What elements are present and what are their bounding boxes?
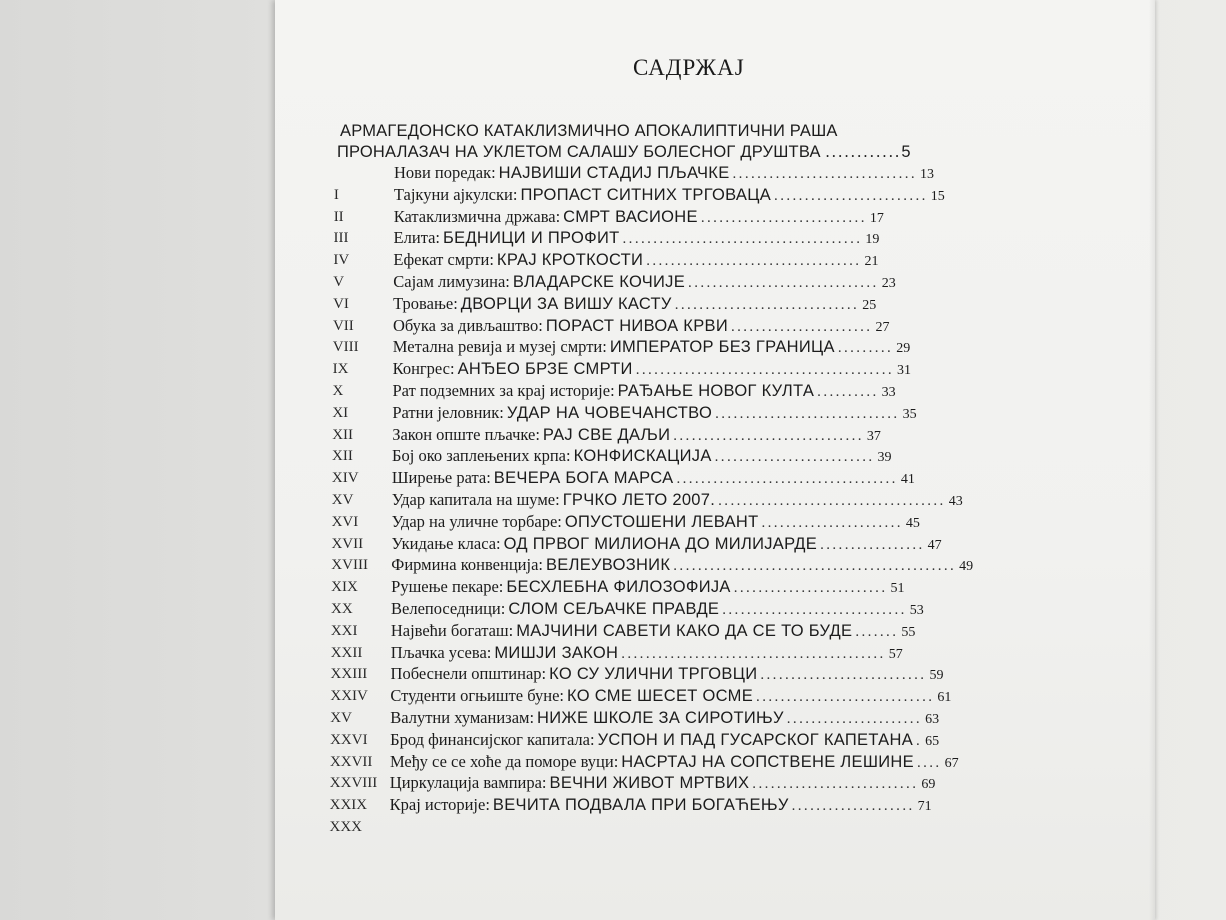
entry-subtitle: Тровање: — [393, 293, 458, 313]
entry-title — [394, 228, 880, 248]
toc-entry — [331, 643, 1071, 665]
entry-heading: УСПОН И ПАД ГУСАРСКОГ КАПЕТАНА — [597, 730, 914, 749]
toc-entry — [330, 817, 1070, 839]
chapter-number: XIX — [331, 579, 358, 596]
entry-title — [392, 512, 920, 532]
chapter-number: XVIII — [331, 557, 368, 574]
dot-leader: .......................... — [714, 449, 875, 466]
entry-heading: МАЈЧИНИ САВЕТИ КАКО ДА СЕ ТО БУДЕ — [516, 621, 853, 640]
entry-heading: УДАР НА ЧОВЕЧАНСТВО — [506, 403, 713, 422]
entry-title — [393, 359, 911, 379]
toc-entry — [333, 381, 1073, 403]
entry-title — [392, 490, 963, 510]
page-number: 49 — [959, 559, 974, 575]
toc-entry — [330, 795, 1070, 817]
dot-leader: ......................... — [774, 187, 928, 204]
page-number: 67 — [944, 755, 959, 771]
entry-title — [391, 577, 904, 597]
chapter-number: XX — [331, 601, 353, 617]
chapter-number: II — [333, 208, 344, 225]
chapter-number: XXIII — [330, 666, 368, 683]
chapter-number: XVI — [331, 513, 359, 530]
page-number: 23 — [881, 276, 896, 291]
page-number: 63 — [925, 712, 940, 727]
dot-leader: ........................................... — [621, 645, 886, 662]
chapter-number: XXVIII — [329, 775, 378, 792]
dot-leader: ............................... — [673, 427, 864, 444]
chapter-number: XXIV — [330, 688, 368, 705]
entry-title — [394, 207, 884, 227]
toc-entry — [331, 599, 1071, 621]
entry-subtitle: Рат подземних за крај историје: — [392, 381, 615, 400]
entry-heading: ОПУСТОШЕНИ ЛЕВАНТ — [564, 512, 759, 531]
chapter-number: XII — [332, 426, 354, 443]
page-number: 65 — [925, 733, 940, 749]
entry-heading: АНЂЕО БРЗЕ СМРТИ — [457, 360, 633, 379]
page-number: 21 — [864, 254, 879, 270]
entry-subtitle: Елита: — [393, 228, 441, 248]
entry-subtitle: Конгрес: — [392, 359, 455, 379]
entry-heading: РАЈ СВЕ ДАЉИ — [542, 425, 671, 444]
entry-title — [393, 272, 895, 292]
chapter-number: IV — [333, 252, 350, 269]
chapter-number: XXII — [330, 644, 363, 661]
chapter-number: IX — [332, 361, 349, 378]
chapter-number: III — [333, 230, 349, 247]
entry-title — [391, 664, 944, 684]
entry-subtitle: Удар капитала на шуме: — [391, 490, 560, 509]
page-number: 59 — [929, 668, 944, 684]
page-number: 37 — [866, 428, 881, 444]
chapter-number: XXI — [330, 622, 358, 639]
page-number: 29 — [896, 341, 911, 357]
toc-entry — [333, 337, 1073, 359]
entry-subtitle: Ефекат смрти: — [393, 250, 494, 270]
entry-subtitle: Побеснели општинар: — [390, 664, 547, 684]
page-number: 35 — [902, 406, 917, 422]
toc-entry — [333, 272, 1073, 294]
entry-title — [390, 773, 936, 793]
page-title: САДРЖАЈ — [633, 55, 745, 80]
chapter-number: XXVI — [330, 731, 368, 748]
dot-leader: .............................. — [722, 602, 907, 618]
entry-heading: ИМПЕРАТОР БЕЗ ГРАНИЦА — [609, 338, 835, 357]
toc-entry — [331, 555, 1071, 577]
entry-title — [392, 446, 892, 466]
toc-entry — [332, 468, 1072, 490]
page-number: 43 — [948, 494, 963, 509]
entry-heading: ВЕЧНИ ЖИВОТ МРТВИХ — [549, 774, 750, 793]
dot-leader: ........................... — [752, 776, 919, 793]
toc-entry — [331, 577, 1071, 599]
chapter-number: V — [333, 274, 345, 290]
toc-entry — [330, 686, 1070, 708]
toc-entry — [330, 752, 1070, 774]
toc-entry — [332, 490, 1072, 512]
page-number: 53 — [909, 603, 924, 618]
dot-leader: .............................. — [732, 166, 918, 182]
dot-leader: ............................... — [688, 275, 879, 291]
entry-heading: КОНФИСКАЦИЈА — [573, 447, 712, 466]
toc-entry — [334, 185, 1074, 207]
dot-leader: .................... — [791, 798, 915, 815]
dot-leader: ......... — [837, 340, 894, 357]
entry-title — [394, 163, 934, 183]
entry-heading: КРАЈ КРОТКОСТИ — [496, 251, 644, 270]
entry-subtitle: Укидање класа: — [391, 533, 501, 553]
entry-heading: ВЕЧЕРА БОГА МАРСА — [493, 469, 674, 488]
entry-subtitle: Студенти огњиште буне: — [390, 686, 564, 706]
entry-title — [393, 294, 876, 314]
entry-heading: ГРЧКО ЛЕТО 2007. — [562, 491, 716, 509]
intro-text: ПРОНАЛАЗАЧ НА УКЛЕТОМ САЛАШУ БОЛЕСНОГ ДРУШТВА — [337, 143, 821, 161]
entry-heading: ВЕЧИТА ПОДВАЛА ПРИ БОГАЋЕЊУ — [492, 796, 789, 815]
entry-subtitle: Катаклизмична држава: — [393, 206, 561, 226]
intro-text: АРМАГЕДОНСКО КАТАКЛИЗМИЧНО АПОКАЛИПТИЧНИ РАША — [340, 122, 838, 140]
entry-subtitle: Брод финансијског капитала: — [390, 729, 595, 749]
entry-subtitle: Рушење пекаре: — [391, 577, 504, 597]
dot-leader: .......... — [817, 384, 879, 400]
page-number: 51 — [890, 581, 905, 597]
page-number: 31 — [897, 363, 912, 379]
entry-heading: ПОРАСТ НИВОА КРВИ — [545, 316, 728, 335]
chapter-number: XXIX — [329, 797, 368, 814]
entry-subtitle: Велепоседници: — [391, 599, 506, 618]
entry-subtitle: Крај историје: — [389, 795, 490, 815]
entry-heading: НАЈВИШИ СТАДИЈ ПЉАЧКЕ — [498, 164, 730, 182]
toc-entry — [334, 228, 1074, 250]
entry-title — [394, 185, 945, 205]
chapter-number: XVII — [331, 535, 364, 552]
dot-leader: .... — [916, 754, 942, 771]
entry-subtitle: Нови поредак: — [394, 163, 496, 182]
entry-title — [391, 599, 924, 619]
entry-subtitle: Ширење рата: — [391, 468, 491, 488]
entry-subtitle: Закон опште пљачке: — [392, 424, 540, 444]
page-number: 5 — [901, 143, 911, 161]
entry-subtitle: Валутни хуманизам: — [390, 708, 535, 727]
page-number: 47 — [927, 537, 942, 553]
dot-leader: ...................... — [786, 711, 923, 727]
entry-heading: БЕДНИЦИ И ПРОФИТ — [443, 229, 620, 248]
page-number: 25 — [862, 297, 877, 313]
chapter-number: XXX — [329, 819, 362, 835]
entry-title — [390, 752, 959, 772]
dot-leader: .................................... — [676, 471, 898, 488]
page-number: 69 — [921, 777, 936, 793]
entry-subtitle: Пљачка усева: — [390, 642, 492, 662]
chapter-number: VII — [332, 317, 354, 334]
book-page — [275, 0, 1155, 920]
entry-title — [393, 316, 890, 336]
entry-title — [393, 337, 910, 357]
chapter-number: VI — [333, 295, 349, 312]
dot-leader: ........................... — [760, 667, 927, 684]
entry-heading: СЛОМ СЕЉАЧКЕ ПРАВДЕ — [508, 600, 720, 618]
dot-leader: ....................................... — [622, 231, 863, 248]
page-number: 33 — [881, 385, 896, 400]
entry-heading: БЕСХЛЕБНА ФИЛОЗОФИЈА — [506, 578, 731, 597]
page-number: 45 — [905, 515, 920, 531]
entry-subtitle: Метална ревија и музеј смрти: — [392, 337, 607, 357]
toc-entry — [331, 664, 1071, 686]
entry-title — [391, 621, 916, 641]
toc-entry — [332, 512, 1072, 534]
entry-heading: НИЖЕ ШКОЛЕ ЗА СИРОТИЊУ — [537, 709, 784, 727]
toc-entry — [334, 207, 1074, 229]
dot-leader: . — [916, 732, 923, 749]
chapter-number: XV — [331, 492, 354, 508]
entry-heading: МИШЈИ ЗАКОН — [494, 643, 619, 662]
entry-title — [391, 534, 941, 554]
entry-heading: ОД ПРВОГ МИЛИОНА ДО МИЛИЈАРДЕ — [503, 534, 818, 553]
entry-heading: СМРТ ВАСИОНЕ — [563, 207, 698, 226]
entry-title — [390, 730, 939, 750]
entry-title — [393, 381, 896, 401]
chapter-number: XI — [332, 404, 349, 421]
page-number: 19 — [865, 232, 880, 248]
page-number: 13 — [920, 167, 935, 182]
entry-heading: ВЛАДАРСКЕ КОЧИЈЕ — [512, 273, 686, 291]
entry-subtitle: Удар на уличне торбаре: — [391, 511, 562, 531]
entry-title — [392, 403, 916, 423]
dot-leader: ............................. — [756, 689, 935, 706]
toc-entry — [330, 773, 1070, 795]
entry-heading: ПРОПАСТ СИТНИХ ТРГОВАЦА — [520, 185, 772, 204]
entry-heading: НАСРТАЈ НА СОПСТВЕНЕ ЛЕШИНЕ — [621, 752, 914, 771]
toc-entry — [333, 359, 1073, 381]
dot-leader: ........................... — [700, 209, 867, 226]
dot-leader: ................................... — [646, 253, 862, 270]
entry-heading: ВЕЛЕУВОЗНИК — [545, 556, 671, 575]
entry-title — [390, 708, 939, 728]
chapter-number: VIII — [332, 339, 359, 356]
toc-entry — [333, 294, 1073, 316]
entry-title — [391, 555, 973, 575]
dot-leader: .............................. — [674, 296, 860, 313]
dot-leader: ....................... — [730, 318, 873, 335]
entry-heading: РАЂАЊЕ НОВОГ КУЛТА — [617, 382, 815, 400]
page-number: 61 — [937, 690, 952, 706]
page-number: 71 — [917, 799, 932, 815]
entry-title — [392, 425, 881, 445]
dot-leader: .......................................... — [635, 362, 895, 379]
intro-line-2 — [337, 142, 911, 162]
dot-leader: ..................................... — [718, 493, 946, 509]
dot-leader: ................. — [820, 536, 925, 553]
chapter-number: XIV — [331, 470, 359, 487]
chapter-number: XII — [332, 448, 353, 465]
toc-entry — [332, 425, 1072, 447]
entry-title — [392, 468, 915, 488]
entry-subtitle: Обука за дивљаштво: — [392, 315, 543, 335]
toc-entry — [333, 316, 1073, 338]
entry-subtitle: Ратни јеловник: — [392, 402, 504, 422]
entry-heading: КО СМЕ ШЕСЕТ ОСМЕ — [567, 687, 754, 706]
toc-entry — [333, 250, 1073, 272]
page-number: 27 — [875, 319, 890, 335]
entry-subtitle: Циркулација вампира: — [389, 773, 547, 793]
toc-entry — [330, 730, 1070, 752]
chapter-number: XV — [330, 710, 352, 726]
entry-title — [391, 643, 903, 663]
dot-leader: ....................... — [761, 514, 903, 531]
entry-heading: КО СУ УЛИЧНИ ТРГОВЦИ — [549, 665, 758, 684]
dot-leader: .............................. — [715, 405, 900, 422]
toc-entry — [334, 163, 1074, 185]
page-number: 41 — [900, 472, 915, 488]
page-number: 57 — [888, 646, 903, 662]
entry-subtitle: Међу се се хоће да поморе вуци: — [389, 751, 619, 771]
entry-title — [393, 250, 878, 270]
entry-title — [390, 795, 932, 815]
chapter-number: XXVII — [329, 753, 373, 770]
entry-subtitle: Фирмина конвенција: — [391, 555, 543, 575]
toc-entry — [331, 534, 1071, 556]
chapter-number: I — [333, 186, 339, 203]
entry-subtitle: Највећи богаташ: — [390, 620, 514, 640]
toc-entry — [330, 708, 1070, 730]
entry-subtitle: Бој око заплењених крпа: — [392, 446, 571, 466]
intro-line-1 — [340, 122, 838, 141]
chapter-number: X — [332, 383, 344, 399]
page-number: 15 — [930, 188, 945, 204]
dot-leader: ............ — [825, 142, 902, 161]
dot-leader: ......................... — [733, 580, 888, 597]
toc-entry — [331, 621, 1071, 643]
toc-entry — [332, 403, 1072, 425]
page-number: 17 — [869, 210, 884, 226]
page-number: 55 — [901, 624, 916, 640]
entry-subtitle: Сајам лимузина: — [393, 272, 510, 291]
entry-title — [390, 686, 951, 706]
entry-subtitle: Тајкуни ајкулски: — [393, 184, 518, 204]
dot-leader: ....... — [855, 623, 899, 640]
page-number: 39 — [877, 450, 892, 466]
dot-leader: .............................................. — [673, 558, 957, 575]
toc-entry — [332, 446, 1072, 468]
entry-heading: ДВОРЦИ ЗА ВИШУ КАСТУ — [460, 294, 672, 313]
